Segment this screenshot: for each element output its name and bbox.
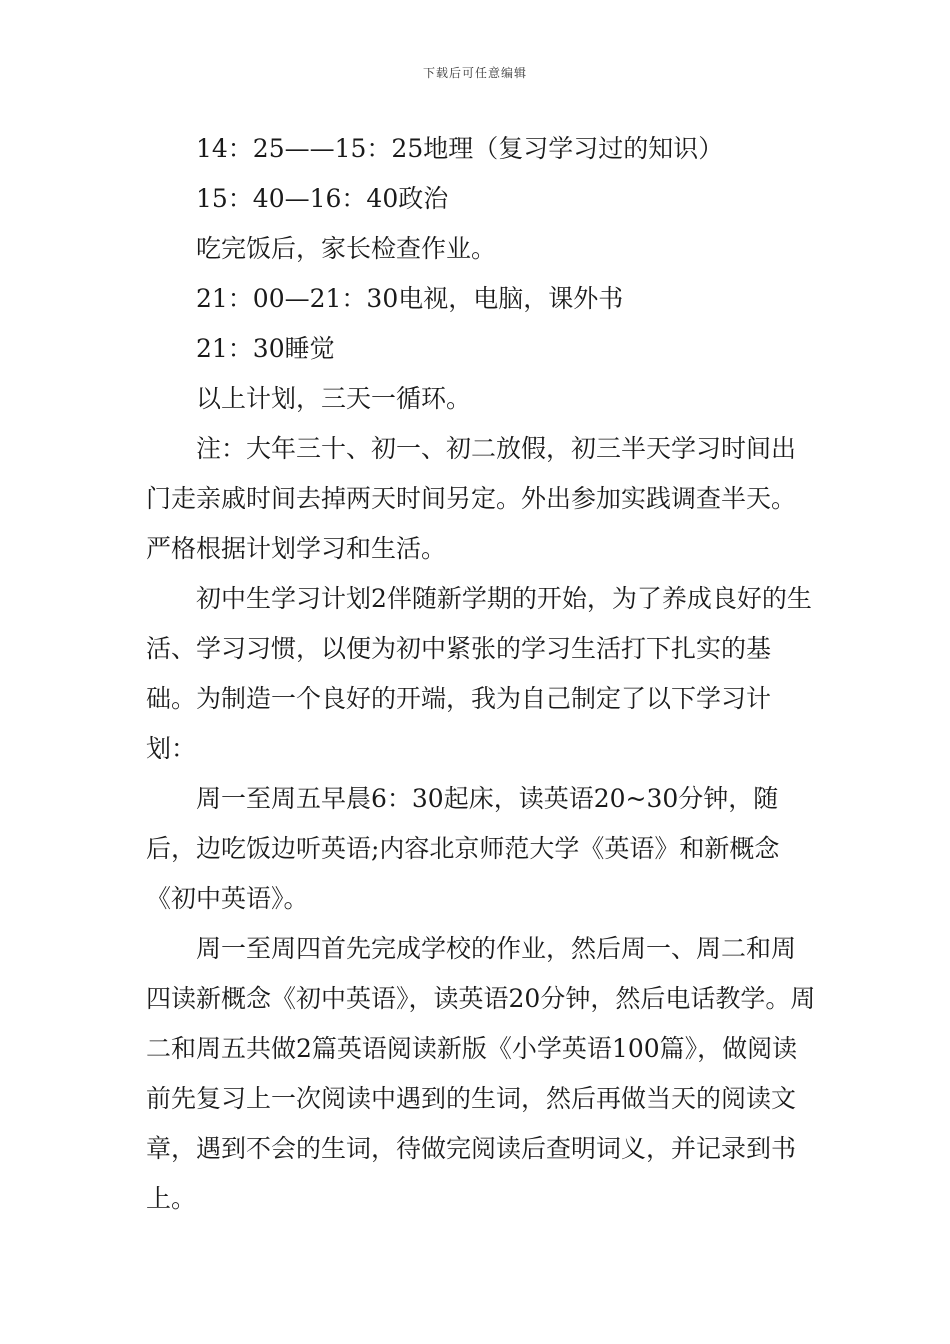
paragraph-politics: 15：40—16：40政治 — [196, 184, 449, 213]
paragraph-geography: 14：25——15：25地理（复习学习过的知识） — [196, 134, 724, 163]
paragraph-sleep: 21：30睡觉 — [196, 334, 335, 363]
paragraph-weekday-reading: 周一至周四首先完成学校的作业，然后周一、周二和周四读新概念《初中英语》，读英语20分钟，然后电话教学。周二和周五共做2篇英语阅读新版《小学英语100篇》，做阅读前先复习上一次阅读中遇到的生词，然后再做当天的阅读文章，遇到不会的生词，待做完阅读后查明词义，并记录到书上。 — [146, 934, 816, 1213]
paragraph-homework-check: 吃完饭后，家长检查作业。 — [196, 234, 497, 263]
paragraph-plan-intro: 初中生学习计划2伴随新学期的开始，为了养成良好的生活、学习习惯，以便为初中紧张的学习生活打下扎实的基础。为制造一个良好的开端，我为自己制定了以下学习计划： — [146, 584, 812, 763]
paragraph-note: 注：大年三十、初一、初二放假，初三半天学习时间出门走亲戚时间去掉两天时间另定。外出参加实践调查半天。严格根据计划学习和生活。 — [146, 434, 797, 563]
paragraph-tv-computer: 21：00—21：30电视，电脑，课外书 — [196, 284, 624, 313]
paragraph-morning-english: 周一至周五早晨6：30起床，读英语20~30分钟，随后，边吃饭边听英语;内容北京师范大学《英语》和新概念《初中英语》。 — [146, 784, 780, 913]
document-body — [146, 124, 816, 1224]
header-note: 下载后可任意编辑 — [422, 66, 527, 80]
paragraph-cycle: 以上计划，三天一循环。 — [196, 384, 472, 413]
